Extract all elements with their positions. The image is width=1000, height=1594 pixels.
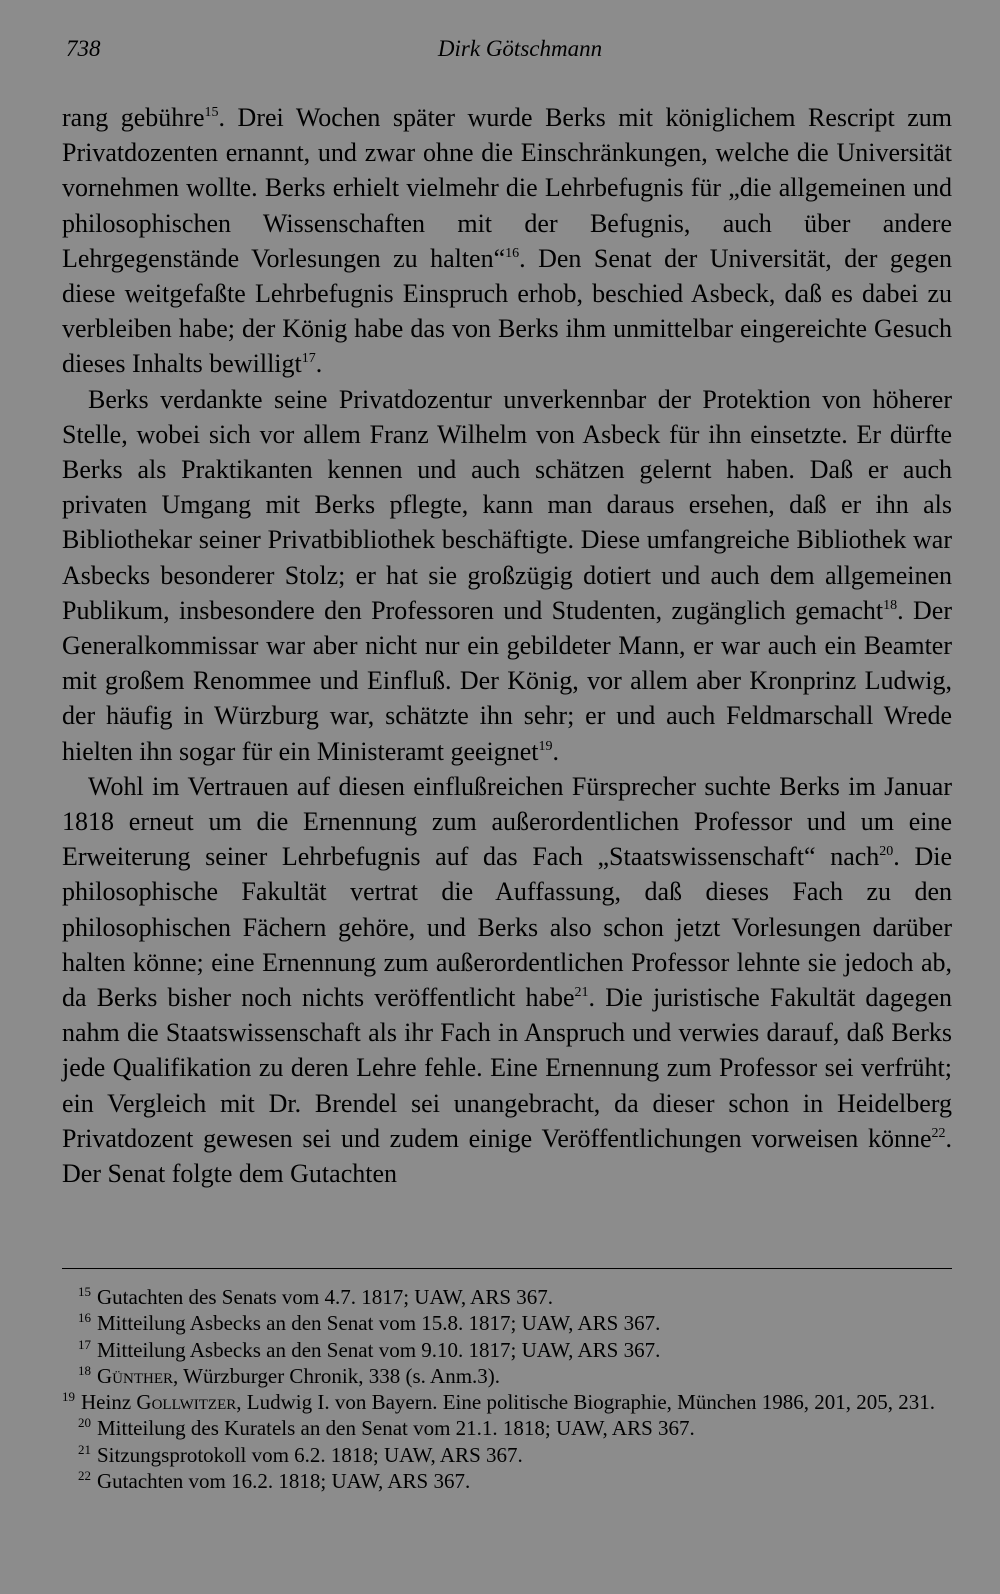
footnote-number: 19 [62, 1389, 75, 1405]
footnote-ref: 15 [204, 105, 219, 120]
footnotes [62, 1284, 952, 1494]
footnote-ref: 17 [301, 351, 316, 367]
text-segment: . Der Senat folgte dem Gutachten [62, 1123, 952, 1189]
footnote [62, 1284, 952, 1310]
text-segment: . Die philosophische Fakultät vertrat die Auffassung, daß dieses Fach zu den philosophischen Fächern gehöre, und Berks also schon jetzt Vorlesungen darüber halten könne; eine Ernennung zum außerordentlichen Professor lehnte sie jedoch ab, da Berks bisher noch nichts veröffentlicht habe [62, 842, 952, 1013]
footnote-ref: 16 [505, 245, 520, 261]
footnote-text: Mitteilung Asbecks an den Senat vom 15.8. 1817; UAW, ARS 367. [97, 1311, 661, 1336]
text-segment: . Drei Wochen später wurde Berks mit königlichem Rescript zum Privatdozenten ernannt, und zwar ohne die Einschränkungen, welche die Universität vornehmen wollte. Berks erhielt vielmehr die Lehrbefugnis für „die allgemeinen und philosophischen Wissenschaften mit der Befugnis, auch über andere Lehrgegenstände Vorlesungen zu halten“ [62, 103, 952, 273]
footnote [62, 1442, 952, 1468]
footnote-text: Gutachten vom 16.2. 1818; UAW, ARS 367. [97, 1469, 471, 1494]
footnote [62, 1363, 952, 1389]
footnote [62, 1337, 952, 1363]
footnote-text: Sitzungsprotokoll vom 6.2. 1818; UAW, ARS 367. [97, 1442, 523, 1467]
footnote-number: 16 [78, 1310, 91, 1326]
author-first-name: Heinz [81, 1390, 137, 1415]
page-number: 738 [66, 36, 101, 61]
footnote-text: , Ludwig I. von Bayern. Eine politische Biographie, München 1986, 201, 205, 231. [236, 1390, 935, 1415]
footnote-text: , Würzburger Chronik, 338 (s. Anm.3). [173, 1363, 501, 1388]
text-segment: . [315, 349, 323, 379]
main-text [62, 100, 952, 1191]
text-segment: rang gebühre [62, 103, 205, 132]
footnote-ref: 20 [879, 844, 894, 860]
paragraph-3 [62, 769, 952, 1191]
footnote-ref: 21 [574, 985, 589, 1001]
footnote-number: 20 [78, 1415, 91, 1431]
footnote-ref: 18 [883, 597, 898, 613]
page-header [60, 36, 940, 68]
author-name: Gollwitzer [136, 1390, 237, 1415]
footnote-number: 21 [78, 1441, 91, 1457]
footnote-ref: 22 [931, 1125, 946, 1141]
footnote [62, 1415, 952, 1441]
text-segment: . Den Senat der Universität, der gegen diese weitgefaßte Lehrbefugnis Einspruch erhob, beschied Asbeck, daß es dabei zu verbleiben habe; der König habe das von Berks ihm unmittelbar eingereichte Gesuch dieses Inhalts bewilligt [62, 243, 952, 379]
footnote-number: 22 [78, 1468, 91, 1484]
footnote-text: Mitteilung Asbecks an den Senat vom 9.10. 1817; UAW, ARS 367. [97, 1337, 661, 1362]
text-segment: . Die juristische Fakultät dagegen nahm die Staatswissenschaft als ihr Fach in Anspruch und verwies darauf, daß Berks jede Qualifikation zu deren Lehre fehle. Eine Ernennung zum Professor sei verfrüht; ein Vergleich mit Dr. Brendel sei unangebracht, da dieser schon in Heidelberg Privatdozent gewesen sei und zudem einige Veröffentlichungen vorweisen könne [62, 983, 952, 1153]
footnote-text: Mitteilung des Kuratels an den Senat vom 21.1. 1818; UAW, ARS 367. [97, 1416, 695, 1441]
footnote-separator [62, 1268, 952, 1269]
text-segment: Wohl im Vertrauen auf diesen einflußreichen Fürsprecher suchte Berks im Januar 1818 erneut um die Ernennung zum außerordentlichen Professor und um eine Erweiterung seiner Lehrbefugnis auf das Fach „Staatswissenschaft“ nach [62, 771, 952, 872]
paragraph-2 [62, 382, 952, 769]
footnote [62, 1468, 952, 1494]
paragraph-1 [62, 100, 952, 382]
footnote-number: 18 [78, 1362, 91, 1378]
text-segment: Berks verdankte seine Privatdozentur unverkennbar der Protektion von höherer Stelle, wobei sich vor allem Franz Wilhelm von Asbeck für ihn einsetzte. Er dürfte Berks als Praktikanten kennen und auch schätzen gelernt haben. Daß er auch privaten Umgang mit Berks pflegte, kann man daraus ersehen, daß er ihn als Bibliothekar seiner Privatbibliothek beschäftigte. Diese umfangreiche Bibliothek war Asbecks besonderer Stolz; er hat sie großzügig dotiert und auch dem allgemeinen Publikum, insbesondere den Professoren und Studenten, zugänglich gemacht [62, 384, 952, 625]
running-head: Dirk Götschmann [437, 36, 603, 61]
footnote-ref: 19 [538, 738, 553, 754]
footnote [62, 1389, 952, 1415]
footnote-text: Gutachten des Senats vom 4.7. 1817; UAW, ARS 367. [97, 1285, 554, 1309]
text-segment: . [552, 736, 560, 766]
footnote-number: 17 [78, 1336, 91, 1352]
footnote [62, 1310, 952, 1336]
text-segment: . Der Generalkommissar war aber nicht nur ein gebildeter Mann, er war auch ein Beamter mit großem Renommee und Einfluß. Der König, vor allem aber Kronprinz Ludwig, der häufig in Würzburg war, schätzte ihn sehr; er und auch Feldmarschall Wrede hielten ihn sogar für ein Ministeramt geeignet [62, 595, 952, 766]
author-name: Günther [97, 1363, 173, 1388]
footnote-number: 15 [78, 1284, 91, 1299]
